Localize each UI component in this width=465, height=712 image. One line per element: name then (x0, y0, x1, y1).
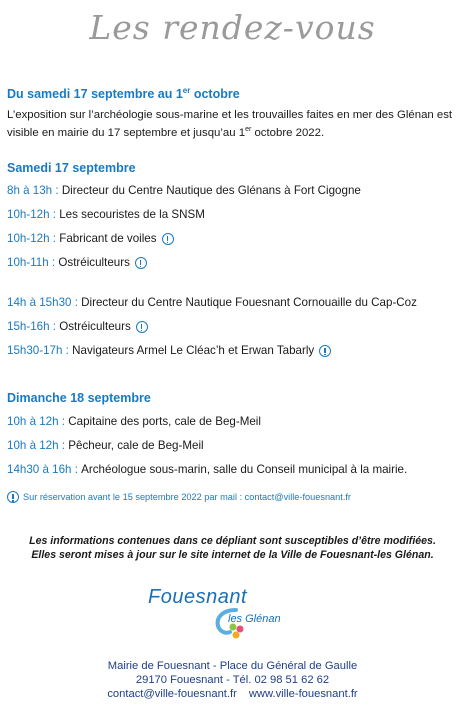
schedule-time: 15h-16h : (7, 320, 56, 333)
logo-subtitle: les Glénan (228, 613, 281, 625)
schedule-desc: Navigateurs Armel Le Cléac’h et Erwan Tabarly (72, 344, 315, 357)
schedule-time: 10h à 12h : (7, 439, 66, 452)
schedule-row (7, 463, 407, 476)
footer-contact-line (0, 687, 465, 701)
footer-email-link[interactable]: contact@ville-fouesnant.fr (107, 688, 237, 700)
schedule-desc: Directeur du Centre Nautique Fouesnant Cornouaille du Cap-Coz (81, 296, 417, 309)
schedule-desc: Les secouristes de la SNSM (59, 208, 205, 221)
footer-line: 29170 Fouesnant - Tél. 02 98 51 62 62 (135, 674, 330, 686)
info-circle-icon (136, 321, 148, 333)
schedule-time: 10h-12h : (7, 232, 56, 245)
info-circle-icon (7, 491, 19, 503)
schedule-time: 10h à 12h : (7, 415, 66, 428)
schedule-desc: Pêcheur, cale de Beg-Meil (68, 439, 204, 452)
info-circle-icon (319, 345, 331, 357)
schedule-row (7, 344, 331, 357)
schedule-row (7, 256, 147, 269)
schedule-row (7, 208, 205, 221)
disclaimer-line: Les informations contenues dans ce dépliant sont susceptibles d’être modifiées. (29, 535, 436, 547)
schedule-desc: Ostréiculteurs (59, 320, 131, 333)
footer-address (0, 659, 465, 701)
schedule-time: 15h30-17h : (7, 344, 69, 357)
schedule-row (7, 184, 361, 197)
schedule-time: 10h-12h : (7, 208, 56, 221)
section-heading-sunday: Dimanche 18 septembre (7, 391, 151, 405)
schedule-row (7, 296, 417, 309)
reservation-note-text: Sur réservation avant le 15 septembre 2022 par mail : contact@ville-fouesnant.fr (23, 492, 351, 502)
section-heading-exhibition (7, 86, 240, 101)
footer-website-link[interactable]: www.ville-fouesnant.fr (248, 688, 358, 700)
fouesnant-logo (148, 586, 318, 646)
logo-name: Fouesnant (148, 586, 248, 608)
page-title: Les rendez-vous (89, 8, 376, 47)
info-circle-icon (135, 257, 147, 269)
schedule-time: 10h-11h : (7, 256, 56, 269)
section-heading-text: Du samedi 17 septembre au 1er octobre (7, 86, 240, 102)
schedule-desc: Fabricant de voiles (59, 232, 157, 245)
schedule-time: 8h à 13h : (7, 184, 59, 197)
disclaimer-line: Elles seront mises à jour sur le site internet de la Ville de Fouesnant-les Glénan. (31, 549, 434, 561)
schedule-desc: Ostréiculteurs (58, 256, 130, 269)
schedule-row (7, 415, 261, 428)
schedule-row (7, 320, 148, 333)
schedule-row (7, 439, 204, 452)
schedule-desc: Capitaine des ports, cale de Beg-Meil (68, 415, 261, 428)
disclaimer (0, 534, 465, 562)
schedule-desc: Directeur du Centre Nautique des Glénans à Fort Cigogne (61, 184, 361, 197)
section-heading-saturday: Samedi 17 septembre (7, 161, 136, 175)
info-circle-icon (162, 233, 174, 245)
schedule-time: 14h30 à 16h : (7, 463, 78, 476)
reservation-note (7, 491, 351, 503)
footer-line: Mairie de Fouesnant - Place du Général de Gaulle (107, 660, 358, 672)
schedule-row (7, 232, 174, 245)
schedule-time: 14h à 15h30 : (7, 296, 78, 309)
exhibition-text: L’exposition sur l’archéologie sous-marine et les trouvailles faites en mer des Glénan est visible en mairie du 17 septembre et jusqu’au 1er octobre 2022. (7, 109, 453, 139)
schedule-desc: Archéologue sous-marin, salle du Conseil municipal à la mairie. (81, 463, 408, 476)
